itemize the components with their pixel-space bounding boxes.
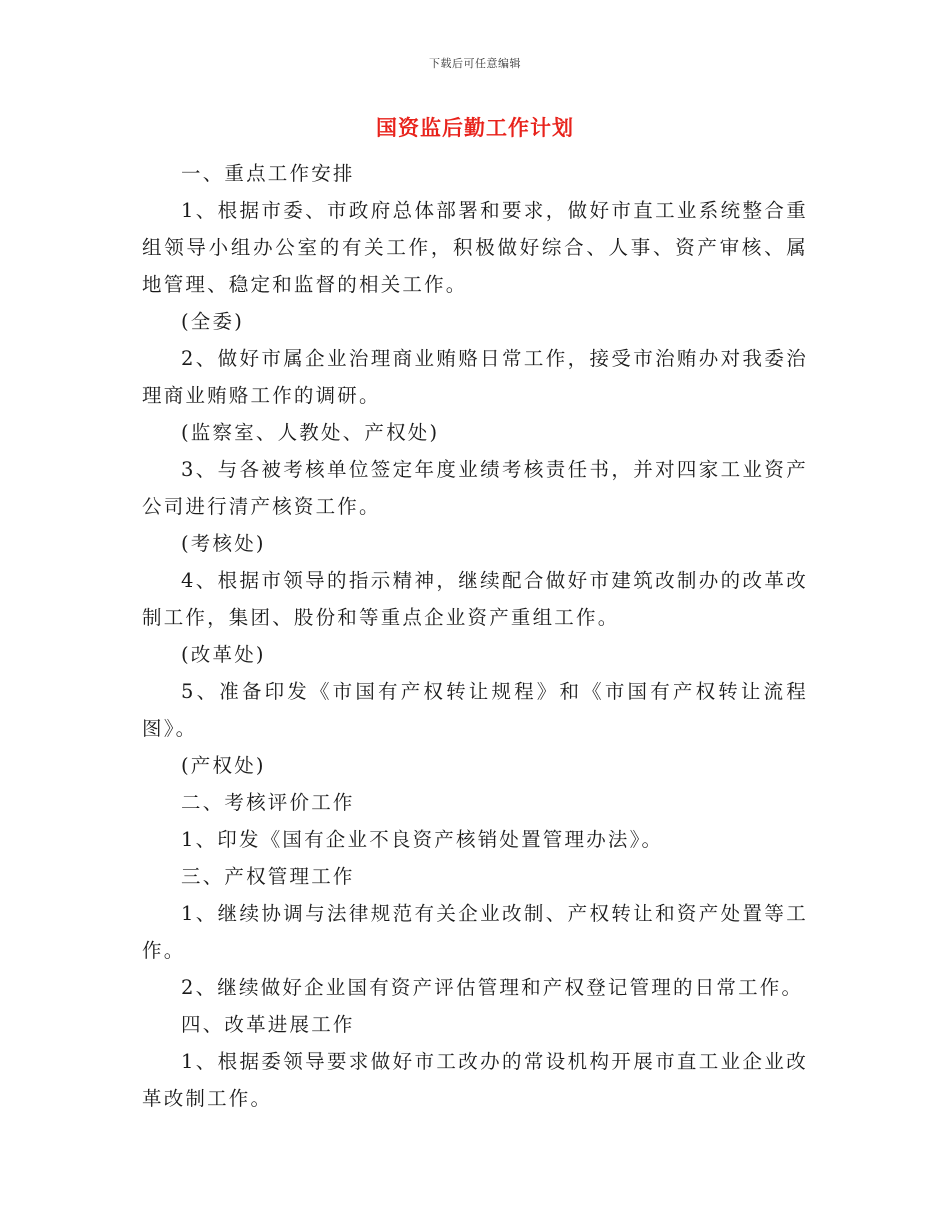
paragraph-4: 4、根据市领导的指示精神，继续配合做好市建筑改制办的改革改制工作，集团、股份和等重点企业资产重组工作。 [142, 569, 808, 629]
paragraph-2: 2、做好市属企业治理商业贿赂日常工作，接受市治贿办对我委治理商业贿赂工作的调研。 [142, 347, 808, 407]
document-title: 国资监后勤工作计划 [376, 115, 574, 140]
paragraph-owner-4: (改革处) [181, 643, 266, 666]
section-heading-4: 四、改革进展工作 [181, 1013, 355, 1036]
paragraph-owner-2: (监察室、人教处、产权处) [181, 421, 440, 444]
paragraph-owner-1: (全委) [181, 310, 245, 333]
paragraph-7: 1、继续协调与法律规范有关企业改制、产权转让和资产处置等工作。 [142, 902, 808, 962]
paragraph-9: 1、根据委领导要求做好市工改办的常设机构开展市直工业企业改革改制工作。 [142, 1050, 808, 1110]
paragraph-8: 2、继续做好企业国有资产评估管理和产权登记管理的日常工作。 [181, 976, 804, 999]
paragraph-owner-5: (产权处) [181, 754, 266, 777]
paragraph-5: 5、准备印发《市国有产权转让规程》和《市国有产权转让流程图》。 [142, 680, 808, 740]
document-body [142, 155, 808, 1117]
paragraph-1: 1、根据市委、市政府总体部署和要求，做好市直工业系统整合重组领导小组办公室的有关工作，积极做好综合、人事、资产审核、属地管理、稳定和监督的相关工作。 [142, 199, 808, 296]
paragraph-3: 3、与各被考核单位签定年度业绩考核责任书，并对四家工业资产公司进行清产核资工作。 [142, 458, 808, 518]
section-heading-2: 二、考核评价工作 [181, 791, 355, 814]
paragraph-owner-3: (考核处) [181, 532, 266, 555]
section-heading-1: 一、重点工作安排 [181, 162, 355, 185]
header-note: 下载后可任意编辑 [429, 57, 521, 70]
paragraph-6: 1、印发《国有企业不良资产核销处置管理办法》。 [181, 828, 664, 851]
section-heading-3: 三、产权管理工作 [181, 865, 355, 888]
